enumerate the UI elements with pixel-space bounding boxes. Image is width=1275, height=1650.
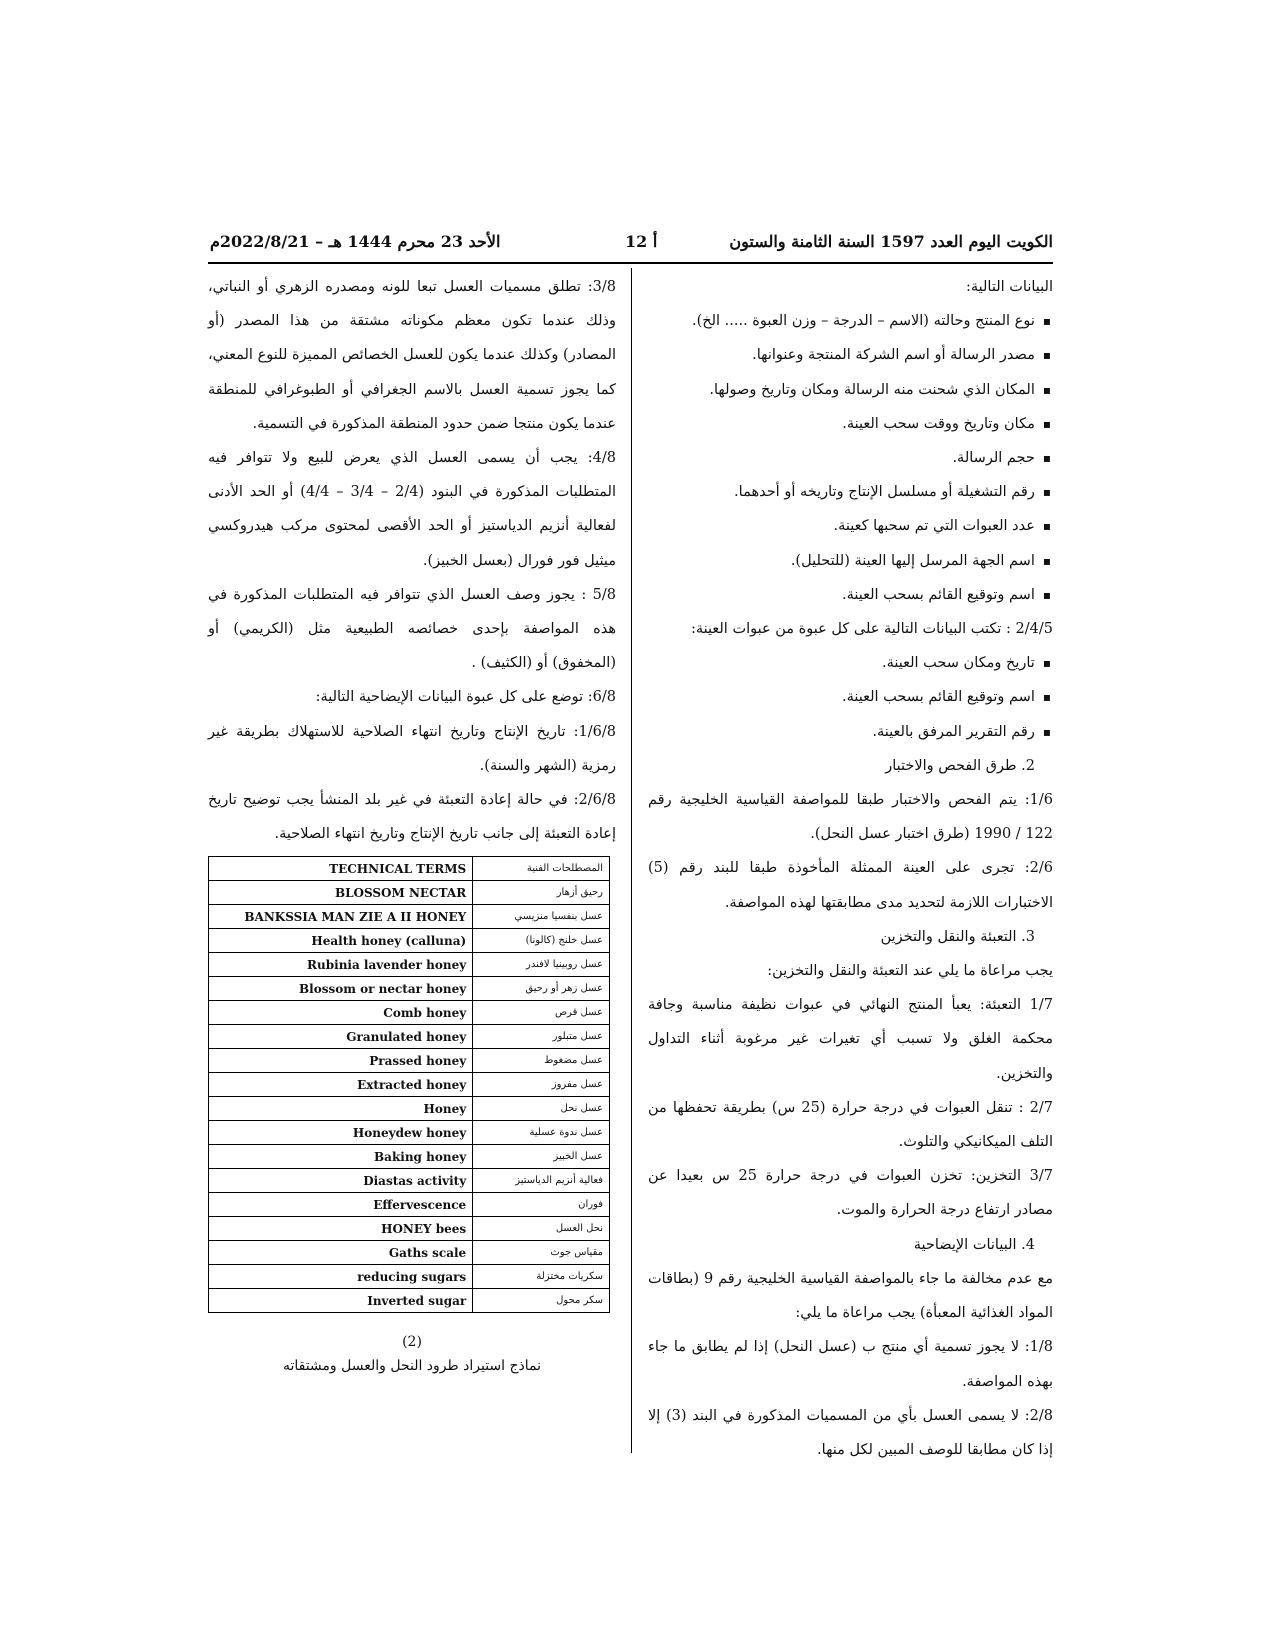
bullet-item: ▪ عدد العبوات التي تم سحبها كعينة. <box>648 509 1053 543</box>
bullet-item: ▪ مكان وتاريخ ووقت سحب العينة. <box>648 407 1053 441</box>
page-header <box>210 232 1053 260</box>
term-arabic: عسل مفروز <box>473 1073 610 1097</box>
paragraph: 4/8: يجب أن يسمى العسل الذي يعرض للبيع ولا تتوافر فيه المتطلبات المذكورة في البنود (2/4 – 3/4 – 4/4) أو الحد الأدنى لفعالية أنزيم الدياستيز أو الحد الأقصى لمحتوى مركب هيدروكسي ميثيل فور فورال (بعسل الخبيز). <box>208 450 617 569</box>
term-arabic: سكر محول <box>473 1289 610 1313</box>
bullet-item: ▪ حجم الرسالة. <box>648 441 1053 475</box>
term-english: Gaths scale <box>209 1241 473 1265</box>
paragraph: 2/6: تجرى على العينة الممثلة المأخوذة طبقا للبند رقم (5) الاختبارات اللازمة لتحديد مدى مطابقتها لهذه المواصفة. <box>648 860 1053 911</box>
paragraph: 5/8 : يجوز وصف العسل الذي تتوافر فيه المتطلبات المذكورة في هذه المواصفة بإحدى خصائصه الطبيعية مثل (الكريمي) أو (المخفوق) أو (الكثيف) . <box>208 586 616 672</box>
table-row <box>209 1193 610 1217</box>
table-row <box>209 1241 610 1265</box>
footer-caption: نماذج استيراد طرود النحل والعسل ومشتقاته <box>282 1358 542 1374</box>
table-row <box>209 1001 610 1025</box>
term-arabic: عسل خلنج (كالونا) <box>473 929 610 953</box>
term-english: Comb honey <box>209 1001 473 1025</box>
right-column <box>648 270 1053 1467</box>
paragraph: 2/6/8: في حالة إعادة التعبئة في غير بلد المنشأ يجب توضيح تاريخ إعادة التعبئة إلى جانب تاريخ الإنتاج وتاريخ انتهاء الصلاحية. <box>208 792 616 843</box>
term-arabic: عسل مضغوط <box>473 1049 610 1073</box>
section-heading: 2. طرق الفحص والاختبار <box>885 757 1035 774</box>
footer-number: (2) <box>402 1334 422 1350</box>
term-english: Baking honey <box>209 1145 473 1169</box>
bullet-item: ▪ تاريخ ومكان سحب العينة. <box>648 646 1053 680</box>
term-arabic: نحل العسل <box>473 1217 610 1241</box>
bullet-item: ▪ اسم وتوقيع القائم بسحب العينة. <box>648 680 1053 714</box>
table-row <box>209 977 610 1001</box>
term-english: Extracted honey <box>209 1073 473 1097</box>
term-arabic: عسل الخبيز <box>473 1145 610 1169</box>
left-column <box>208 270 616 851</box>
term-arabic: عسل قرص <box>473 1001 610 1025</box>
term-english: Prassed honey <box>209 1049 473 1073</box>
term-arabic: عسل زهر أو رحيق <box>473 977 610 1001</box>
table-row <box>209 1145 610 1169</box>
header-page-number: أ 12 <box>625 232 658 251</box>
term-arabic: مقياس جوث <box>473 1241 610 1265</box>
term-arabic: عسل روبينيا لافندر <box>473 953 610 977</box>
paragraph: 2/4/5 : تكتب البيانات التالية على كل عبوة من عبوات العينة: <box>690 621 1053 638</box>
term-english: Inverted sugar <box>209 1289 473 1313</box>
table-row <box>209 929 610 953</box>
bullet-item: ▪ اسم الجهة المرسل إليها العينة (للتحليل). <box>648 544 1053 578</box>
paragraph: 3/8: تطلق مسميات العسل تبعا للونه ومصدره الزهري أو النباتي، وذلك عندما تكون معظم مكوناته مشتقة من هذا المصدر (أو المصادر) وكذلك عندما يكون للعسل الخصائص المميزة للنوع المعني، كما يجوز تسمية العسل بالاسم الجغرافي أو الطبوغرافي للمنطقة عندما يكون منتجا ضمن حدود المنطقة المذكورة في التسمية. <box>208 279 616 432</box>
paragraph: 3/7 التخزين: تخزن العبوات في درجة حرارة 25 س بعيدا عن مصادر ارتفاع درجة الحرارة والموت. <box>648 1168 1054 1219</box>
term-arabic: عسل ندوة عسلية <box>473 1121 610 1145</box>
paragraph: 1/6/8: تاريخ الإنتاج وتاريخ انتهاء الصلاحية للاستهلاك بطريقة غير رمزية (الشهر والسنة). <box>208 723 616 774</box>
page-footer <box>208 1330 616 1378</box>
term-english: Honeydew honey <box>209 1121 473 1145</box>
paragraph: يجب مراعاة ما يلي عند التعبئة والنقل والتخزين: <box>767 963 1053 980</box>
section-heading: 4. البيانات الإيضاحية <box>913 1236 1035 1253</box>
term-english: Blossom or nectar honey <box>209 977 473 1001</box>
bullet-item: ▪ نوع المنتج وحالته (الاسم – الدرجة – وزن العبوة ..... الخ). <box>648 304 1053 338</box>
bullet-item: ▪ المكان الذي شحنت منه الرسالة ومكان وتاريخ وصولها. <box>648 373 1053 407</box>
table-row <box>209 1265 610 1289</box>
paragraph: مع عدم مخالفة ما جاء بالمواصفة القياسية الخليجية رقم 9 (بطاقات المواد الغذائية المعبأة) يجب مراعاة ما يلي: <box>648 1270 1053 1322</box>
bullet-item: ▪ اسم وتوقيع القائم بسحب العينة. <box>648 578 1053 612</box>
term-english: HONEY bees <box>209 1217 473 1241</box>
paragraph: 1/8: لا يجوز تسمية أي منتج ب (عسل النحل) إذا لم يطابق ما جاء بهذه المواصفة. <box>648 1339 1053 1390</box>
table-row <box>209 881 610 905</box>
term-english: Effervescence <box>209 1193 473 1217</box>
column-divider <box>631 268 632 1453</box>
paragraph: 6/8: توضع على كل عبوة البيانات الإيضاحية التالية: <box>315 689 616 706</box>
technical-terms-table <box>208 856 610 1313</box>
header-date: الأحد 23 محرم 1444 هـ – 2022/8/21م <box>210 232 501 251</box>
table-row <box>209 1073 610 1097</box>
paragraph: 1/6: يتم الفحص والاختبار طبقا للمواصفة القياسية الخليجية رقم 122 / 1990 (طرق اختبار عسل النحل). <box>648 792 1053 843</box>
bullet-item: ▪ رقم التقرير المرفق بالعينة. <box>648 715 1053 749</box>
paragraph: 1/7 التعبئة: يعبأ المنتج النهائي في عبوات نظيفة مناسبة وجافة محكمة الغلق ولا تسبب أي تغيرات غير مرغوبة أثناء التداول والتخزين. <box>648 997 1053 1082</box>
term-english: reducing sugars <box>209 1265 473 1289</box>
term-arabic: سكريات مختزلة <box>473 1265 610 1289</box>
table-row <box>209 905 610 929</box>
table-row <box>209 953 610 977</box>
term-english: Health honey (calluna) <box>209 929 473 953</box>
table-row <box>209 1169 610 1193</box>
term-arabic: عسل بنفسيا منزيسي <box>473 905 610 929</box>
header-rule <box>208 262 1053 264</box>
paragraph: 2/7 : تنقل العبوات في درجة حرارة (25 س) بطريقة تحفظها من التلف الميكانيكي والتلوث. <box>648 1099 1053 1151</box>
table-row <box>209 1049 610 1073</box>
paragraph: البيانات التالية: <box>965 279 1053 295</box>
term-english: Diastas activity <box>209 1169 473 1193</box>
table-row <box>209 1217 610 1241</box>
term-english: Granulated honey <box>209 1025 473 1049</box>
term-arabic: فوران <box>473 1193 610 1217</box>
header-gazette-title: الكويت اليوم العدد 1597 السنة الثامنة والستون <box>729 232 1053 251</box>
table-row <box>209 1097 610 1121</box>
term-arabic: عسل نحل <box>473 1097 610 1121</box>
term-arabic: عسل متبلور <box>473 1025 610 1049</box>
table-row <box>209 1289 610 1313</box>
bullet-item: ▪ مصدر الرسالة أو اسم الشركة المنتجة وعنوانها. <box>648 338 1053 372</box>
term-english: BLOSSOM NECTAR <box>209 881 473 905</box>
table-row <box>209 1121 610 1145</box>
table-row <box>209 1025 610 1049</box>
paragraph: 2/8: لا يسمى العسل بأي من المسميات المذكورة في البند (3) إلا إذا كان مطابقا للوصف المبين لكل منها. <box>648 1407 1053 1458</box>
table-row <box>209 857 610 881</box>
term-arabic: المصطلحات الفنية <box>473 857 610 881</box>
bullet-item: ▪ رقم التشغيلة أو مسلسل الإنتاج وتاريخه أو أحدهما. <box>648 475 1053 509</box>
term-english: Rubinia lavender honey <box>209 953 473 977</box>
term-english: BANKSSIA MAN ZIE A II HONEY <box>209 905 473 929</box>
term-english: TECHNICAL TERMS <box>209 857 473 881</box>
term-english: Honey <box>209 1097 473 1121</box>
term-arabic: فعالية أنزيم الدياستيز <box>473 1169 610 1193</box>
section-heading: 3. التعبئة والنقل والتخزين <box>880 928 1035 945</box>
term-arabic: رحيق أزهار <box>473 881 610 905</box>
